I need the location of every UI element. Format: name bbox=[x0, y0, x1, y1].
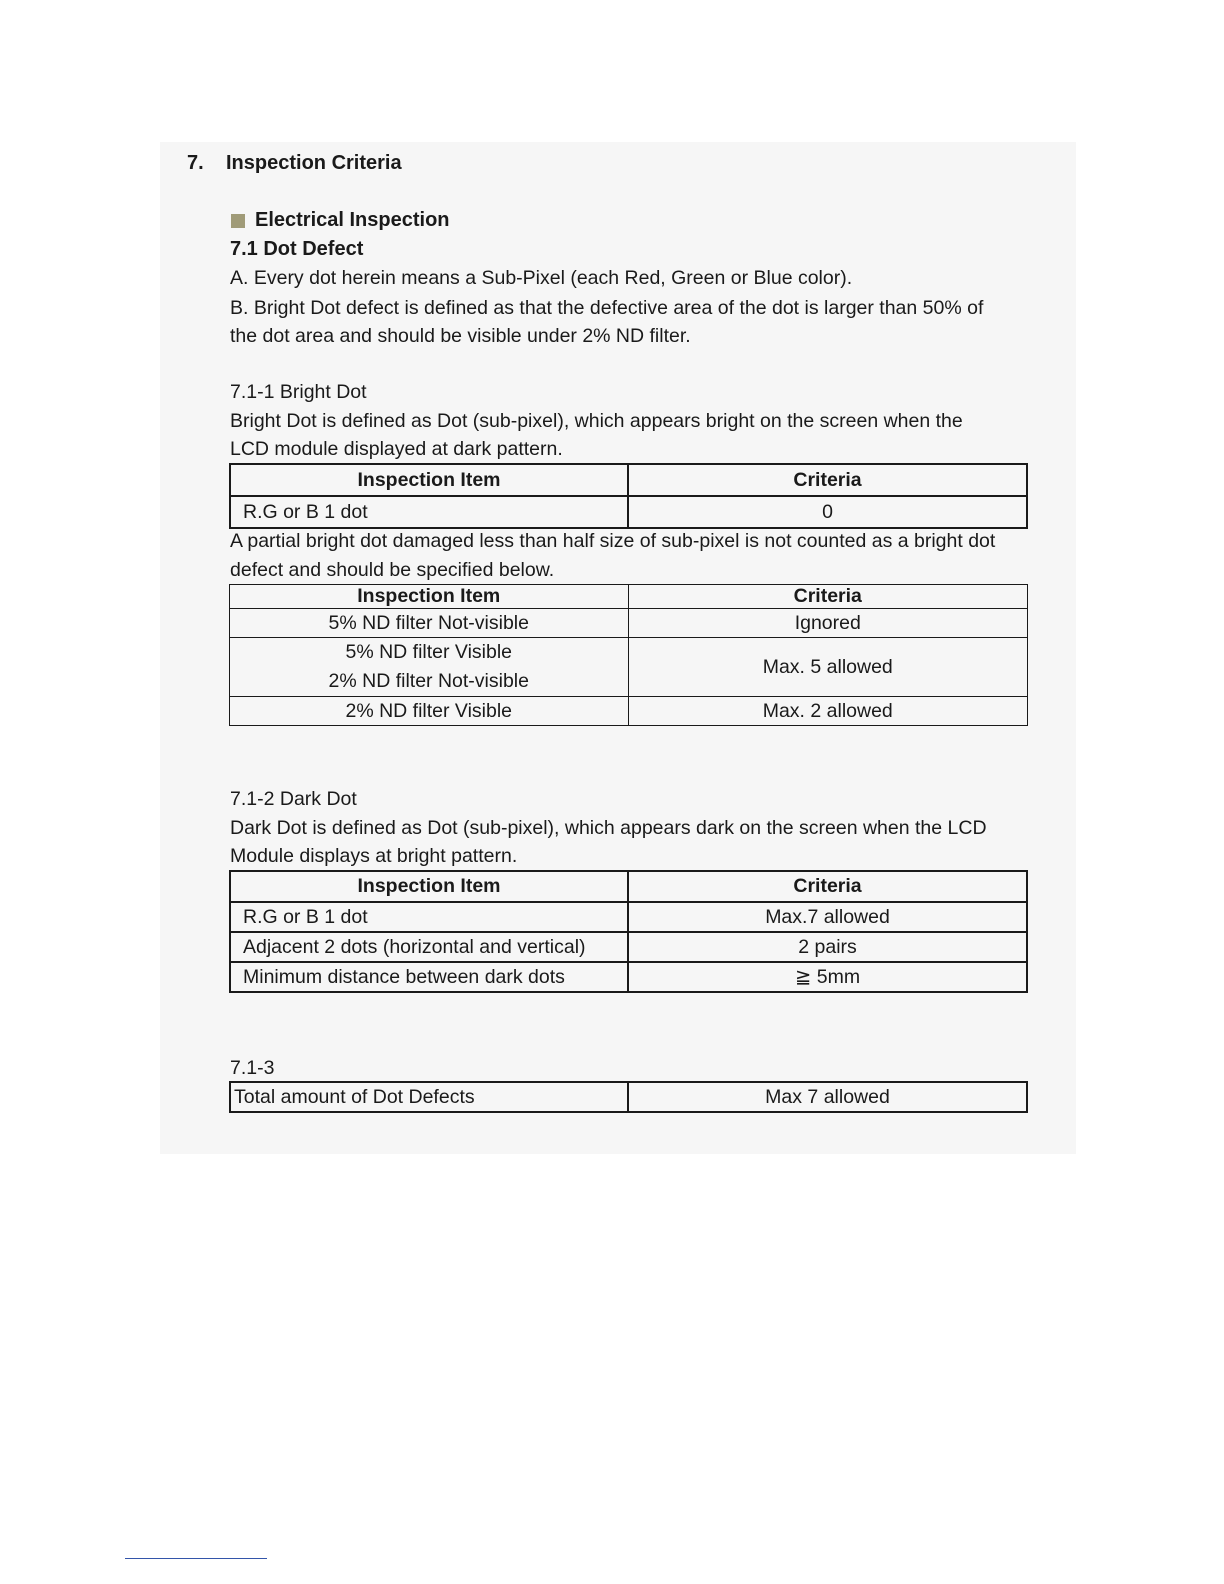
dot-defect-heading: 7.1 Dot Defect bbox=[230, 238, 364, 260]
cell-criteria: 2 pairs bbox=[628, 932, 1027, 962]
table-row bbox=[230, 496, 1027, 528]
bright-dot-heading: 7.1-1 Bright Dot bbox=[230, 381, 367, 403]
table-row bbox=[230, 638, 1028, 697]
cell-criteria: 0 bbox=[628, 496, 1027, 528]
header-inspection-item: Inspection Item bbox=[230, 585, 629, 609]
total-defects-heading: 7.1-3 bbox=[230, 1057, 275, 1079]
header-criteria: Criteria bbox=[628, 871, 1027, 902]
table-row bbox=[230, 697, 1028, 726]
table-row bbox=[230, 1082, 1027, 1112]
table-header-row bbox=[230, 464, 1027, 496]
definition-b-line2: the dot area and should be visible under 2% ND filter. bbox=[230, 325, 691, 347]
table-header-row bbox=[230, 871, 1027, 902]
cell-criteria: Max 7 allowed bbox=[628, 1082, 1027, 1112]
cell-criteria: Max. 5 allowed bbox=[628, 638, 1027, 697]
dot-defect-definitions bbox=[230, 264, 983, 350]
cell-criteria: ≧ 5mm bbox=[628, 962, 1027, 992]
cell-item: Total amount of Dot Defects bbox=[230, 1082, 628, 1112]
electrical-inspection-heading: Electrical Inspection bbox=[255, 209, 450, 231]
header-criteria: Criteria bbox=[628, 464, 1027, 496]
cell-item: Minimum distance between dark dots bbox=[230, 962, 628, 992]
total-defects-table bbox=[229, 1081, 1028, 1113]
cell-item: 2% ND filter Visible bbox=[230, 697, 629, 726]
nd-filter-table bbox=[229, 584, 1028, 726]
square-bullet-icon bbox=[231, 214, 245, 228]
table-row bbox=[230, 962, 1027, 992]
note-line1: A partial bright dot damaged less than half size of sub-pixel is not counted as a bright dot bbox=[230, 530, 996, 552]
table-row bbox=[230, 932, 1027, 962]
section-number: 7. bbox=[187, 152, 204, 174]
dark-dot-desc-line2: Module displays at bright pattern. bbox=[230, 845, 518, 867]
bright-dot-desc-line2: LCD module displayed at dark pattern. bbox=[230, 438, 563, 460]
header-inspection-item: Inspection Item bbox=[230, 464, 628, 496]
cell-item-line2: 2% ND filter Not-visible bbox=[328, 670, 529, 692]
note-line2: defect and should be specified below. bbox=[230, 559, 555, 581]
header-inspection-item: Inspection Item bbox=[230, 871, 628, 902]
table-row bbox=[230, 902, 1027, 932]
cell-item: Adjacent 2 dots (horizontal and vertical) bbox=[230, 932, 628, 962]
dark-dot-desc-line1: Dark Dot is defined as Dot (sub-pixel), which appears dark on the screen when the LCD bbox=[230, 817, 987, 839]
dark-dot-section bbox=[230, 785, 987, 870]
bright-dot-section bbox=[230, 378, 963, 463]
dark-dot-table bbox=[229, 870, 1028, 993]
footer-rule bbox=[125, 1558, 267, 1559]
header-criteria: Criteria bbox=[628, 585, 1027, 609]
cell-criteria: Max. 2 allowed bbox=[628, 697, 1027, 726]
cell-item: R.G or B 1 dot bbox=[230, 902, 628, 932]
cell-item bbox=[230, 638, 629, 697]
cell-item: 5% ND filter Not-visible bbox=[230, 609, 629, 638]
section-title: Inspection Criteria bbox=[226, 152, 402, 174]
cell-item: R.G or B 1 dot bbox=[230, 496, 628, 528]
cell-criteria: Max.7 allowed bbox=[628, 902, 1027, 932]
dark-dot-heading: 7.1-2 Dark Dot bbox=[230, 788, 357, 810]
partial-bright-dot-note bbox=[230, 527, 995, 585]
bright-dot-desc-line1: Bright Dot is defined as Dot (sub-pixel), which appears bright on the screen when the bbox=[230, 410, 963, 432]
bright-dot-table bbox=[229, 463, 1028, 529]
cell-criteria: Ignored bbox=[628, 609, 1027, 638]
table-row bbox=[230, 609, 1028, 638]
cell-item-line1: 5% ND filter Visible bbox=[345, 641, 513, 663]
table-header-row bbox=[230, 585, 1028, 609]
definition-b-line1: B. Bright Dot defect is defined as that the defective area of the dot is larger than 50% of bbox=[230, 297, 984, 319]
definition-a: A. Every dot herein means a Sub-Pixel (each Red, Green or Blue color). bbox=[230, 267, 853, 289]
